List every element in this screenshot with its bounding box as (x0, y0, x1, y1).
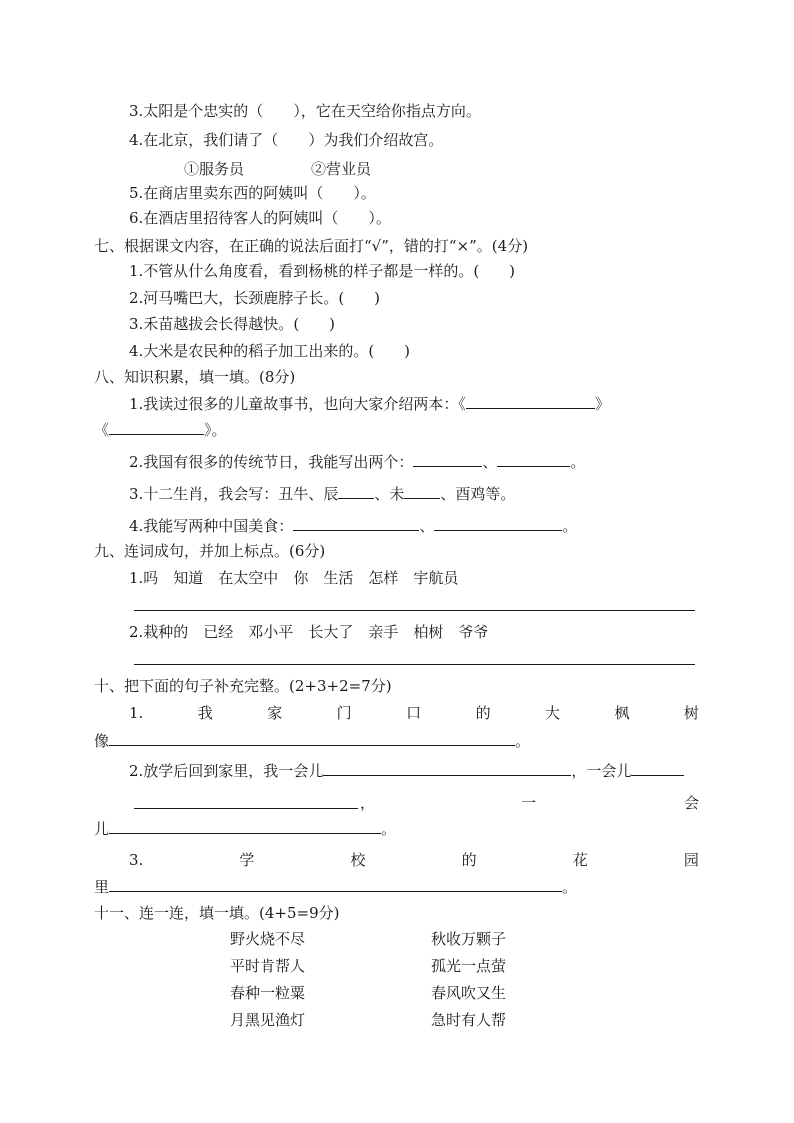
s10-q2-comma: ， (360, 794, 376, 812)
s10-question-2 (129, 761, 684, 781)
s8-q3-blank-1[interactable] (338, 484, 374, 499)
s10-q3-char: 学 (239, 851, 255, 869)
s8-q1-text: 1.我读过很多的儿童故事书，也向大家介绍两本：《 (129, 395, 466, 413)
s6-option-1: ①服务员 (184, 160, 245, 178)
s11-right-item[interactable]: 春风吹又生 (431, 984, 507, 1002)
s8-q3-end: 、酉鸡等。 (440, 485, 516, 503)
s6-question-6: 6.在酒店里招待客人的阿姨叫（ ）。 (129, 209, 391, 227)
s10-q2-blank-2[interactable] (631, 761, 684, 776)
s10-q1-char: 大 (545, 704, 561, 722)
s10-q1-char: 枫 (614, 704, 630, 722)
s10-q3-tail: 里 (94, 878, 110, 896)
s8-q3-text: 3.十二生肖，我会写：丑牛、辰 (129, 485, 339, 503)
s10-q3-char: 校 (350, 851, 366, 869)
s7-question-4: 4.大米是农民种的稻子加工出来的。( ) (129, 342, 411, 360)
s10-q2-tail: 儿 (94, 820, 110, 838)
s10-q2-yi: 一 (521, 794, 537, 812)
s9-answer-line-2[interactable] (134, 664, 695, 665)
s10-q3-char: 花 (572, 851, 588, 869)
s10-q2-blank-1[interactable] (323, 761, 571, 776)
s8-q2-blank-2[interactable] (497, 452, 570, 467)
s10-q2-blank-3[interactable] (134, 808, 358, 809)
s11-title: 十一、连一连，填一填。(4+5=9分) (94, 904, 340, 922)
s10-q1-end: 。 (515, 732, 531, 750)
s10-q3-char: 3. (129, 851, 144, 869)
s11-right-item[interactable]: 急时有人帮 (431, 1011, 507, 1029)
s8-q4-text: 4.我能写两种中国美食： (129, 517, 294, 535)
s10-q2-end: 。 (381, 820, 397, 838)
s8-question-3 (129, 484, 515, 504)
s10-q1-blank[interactable] (109, 731, 515, 746)
s10-q2-hui: 会 (684, 794, 700, 812)
s8-q2-end: 。 (570, 453, 586, 471)
s8-q4-blank-2[interactable] (434, 516, 562, 531)
s8-title: 八、知识积累，填一填。(8分) (94, 368, 296, 386)
s11-right-item[interactable]: 秋收万颗子 (431, 930, 507, 948)
s8-q1-blank-2[interactable] (109, 420, 204, 435)
s6-question-4: 4.在北京，我们请了（ ）为我们介绍故宫。 (129, 131, 444, 149)
s8-question-1-cont (94, 420, 227, 440)
s11-left-item[interactable]: 春种一粒粟 (230, 984, 306, 1002)
s8-q3-blank-2[interactable] (404, 484, 440, 499)
s8-q1-blank-1[interactable] (466, 394, 595, 409)
s10-title: 十、把下面的句子补充完整。(2+3+2=7分) (94, 677, 392, 695)
s8-q1-close: 》 (594, 395, 610, 413)
s10-question-1 (129, 703, 699, 723)
s9-title: 九、连词成句，并加上标点。(6分) (94, 542, 326, 560)
s8-question-4 (129, 516, 577, 536)
s8-q2-text: 2.我国有很多的传统节日，我能写出两个： (129, 453, 414, 471)
s7-question-2: 2.河马嘴巴大，长颈鹿脖子长。( ) (129, 289, 381, 307)
s8-q4-blank-1[interactable] (293, 516, 419, 531)
s10-q1-char: 我 (197, 704, 213, 722)
s10-q1-tail: 像 (94, 732, 110, 750)
s6-question-3: 3.太阳是个忠实的（ ），它在天空给你指点方向。 (129, 102, 481, 120)
s8-question-1 (129, 394, 610, 414)
s11-left-item[interactable]: 平时肯帮人 (230, 957, 306, 975)
s9-question-2: 2.栽种的 已经 邓小平 长大了 亲手 柏树 爷爷 (129, 623, 489, 641)
s10-q1-char: 1. (129, 704, 144, 722)
s10-q3-char: 的 (461, 851, 477, 869)
s10-q3-end: 。 (562, 878, 578, 896)
s7-question-1: 1.不管从什么角度看，看到杨桃的样子都是一样的。( ) (129, 262, 516, 280)
s8-q2-blank-1[interactable] (413, 452, 482, 467)
s8-q2-sep: 、 (482, 453, 498, 471)
s10-q1-char: 家 (267, 704, 283, 722)
s10-q1-char: 的 (475, 704, 491, 722)
s11-right-item[interactable]: 孤光一点萤 (431, 957, 507, 975)
s8-q4-sep: 、 (419, 517, 435, 535)
s10-question-1-cont (94, 731, 530, 751)
s8-q3-mid: 、未 (374, 485, 405, 503)
s10-q2-text: 2.放学后回到家里，我一会儿 (129, 762, 324, 780)
s7-title: 七、根据课文内容，在正确的说法后面打“√”，错的打“×”。(4分) (94, 237, 529, 255)
s8-q1-open: 《 (94, 421, 110, 439)
s10-q3-blank[interactable] (109, 877, 562, 892)
s7-question-3: 3.禾苗越拔会长得越快。( ) (129, 315, 336, 333)
s10-q1-char: 门 (336, 704, 352, 722)
s8-q1-end: 》。 (204, 421, 227, 439)
s9-question-1: 1.吗 知道 在太空中 你 生活 怎样 宇航员 (129, 569, 459, 587)
s10-question-2-cont (94, 819, 396, 839)
s11-left-item[interactable]: 野火烧不尽 (230, 930, 306, 948)
s6-question-5: 5.在商店里卖东西的阿姨叫（ ）。 (129, 184, 376, 202)
s10-q2-blank-4[interactable] (109, 819, 381, 834)
s10-q1-char: 树 (683, 704, 699, 722)
s6-option-2: ②营业员 (311, 160, 372, 178)
s9-answer-line-1[interactable] (134, 610, 695, 611)
s10-question-3 (129, 850, 699, 870)
s10-q1-char: 口 (406, 704, 422, 722)
s8-q4-end: 。 (562, 517, 578, 535)
s10-q3-char: 园 (683, 851, 699, 869)
s10-question-3-cont (94, 877, 577, 897)
s11-left-item[interactable]: 月黑见渔灯 (230, 1011, 306, 1029)
s10-q2-mid: ，一会儿 (571, 762, 632, 780)
s8-question-2 (129, 452, 585, 472)
